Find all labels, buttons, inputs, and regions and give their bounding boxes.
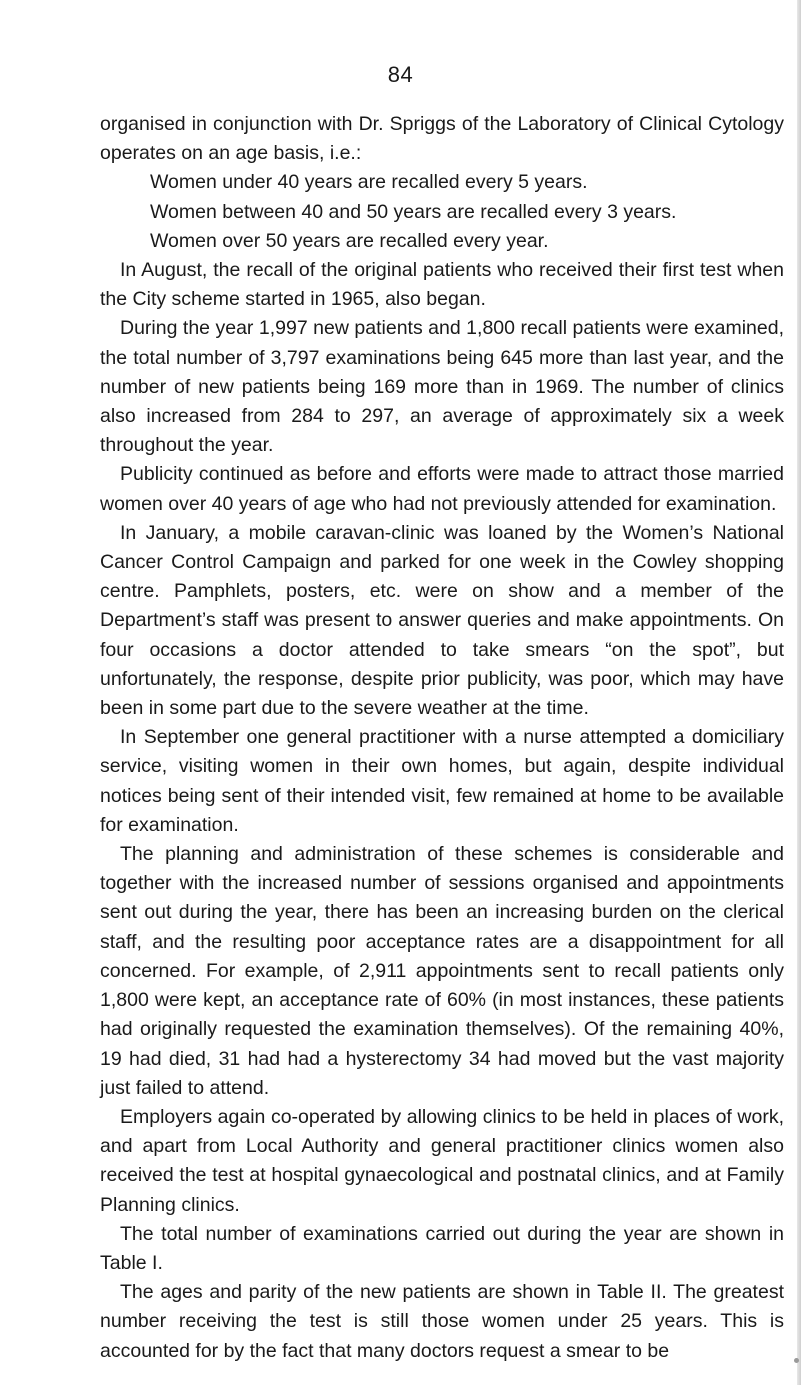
paragraph-employers: Employers again co-operated by allowing clinics to be held in places of work, and apart from Local Authority and general practitioner clinics women also received the test at hospital gynaecological and postnatal clinics, and at Family Planning clinics.	[100, 1105, 784, 1216]
paragraph-examination-totals: During the year 1,997 new patients and 1,800 recall patients were examined, the total number of 3,797 examinations being 645 more than last year, and the number of new patients being 169 more than in 1969. The number of clinics also increased from 284 to 297, an average of approximately six a week throughout the year.	[100, 317, 784, 457]
recall-schedule	[100, 168, 784, 256]
recall-item-over-50: Women over 50 years are recalled every year.	[150, 229, 549, 252]
paragraph-administration-burden: The planning and administration of these schemes is considerable and together with the increased number of sessions organised and appointments sent out during the year, there has been an increasing burden on the clerical staff, and the resulting poor acceptance rates are a disappointment for all concerned. For example, of 2,911 appointments sent to recall patients only 1,800 were kept, an acceptance rate of 60% (in most instances, these patients had originally requested the examination themselves). Of the remaining 40%, 19 had died, 31 had had a hysterectomy 34 had moved but the vast majority just failed to attend.	[100, 843, 784, 1099]
page-number: 84	[387, 62, 414, 87]
paragraph-caravan-clinic: In January, a mobile caravan-clinic was loaned by the Women’s National Cancer Control Campaign and parked for one week in the Cowley shopping centre. Pamphlets, posters, etc. were on show and a member of the Department’s staff was present to answer queries and make appointments. On four occasions a doctor attended to take smears “on the spot”, but unfortunately, the response, despite prior publicity, was poor, which may have been in some part due to the severe weather at the time.	[100, 521, 784, 720]
document-body	[100, 110, 784, 1366]
paragraph-domiciliary-service: In September one general practitioner with a nurse attempted a domiciliary service, visiting women in their own homes, but again, despite individual notices being sent of their intended visit, few remained at home to be available for examination.	[100, 726, 784, 836]
recall-item-40-to-50: Women between 40 and 50 years are recalled every 3 years.	[150, 200, 677, 223]
paragraph-august-recall: In August, the recall of the original patients who received their first test when the City scheme started in 1965, also began.	[100, 259, 784, 311]
paragraph-publicity: Publicity continued as before and efforts were made to attract those married women over 40 years of age who had not previously attended for examination.	[100, 463, 784, 515]
recall-item-under-40: Women under 40 years are recalled every 5 years.	[150, 171, 588, 194]
paragraph-table-two: The ages and parity of the new patients are shown in Table II. The greatest number receiving the test is still those women under 25 years. This is accounted for by the fact that many doctors request a smear to be	[100, 1281, 784, 1362]
paragraph-table-one: The total number of examinations carried out during the year are shown in Table I.	[100, 1222, 784, 1274]
opening-paragraph: organised in conjunction with Dr. Spriggs of the Laboratory of Clinical Cytology operates on an age basis, i.e.:	[100, 113, 784, 165]
page-edge-shadow	[797, 0, 801, 1385]
page-edge-mark	[794, 1358, 799, 1363]
